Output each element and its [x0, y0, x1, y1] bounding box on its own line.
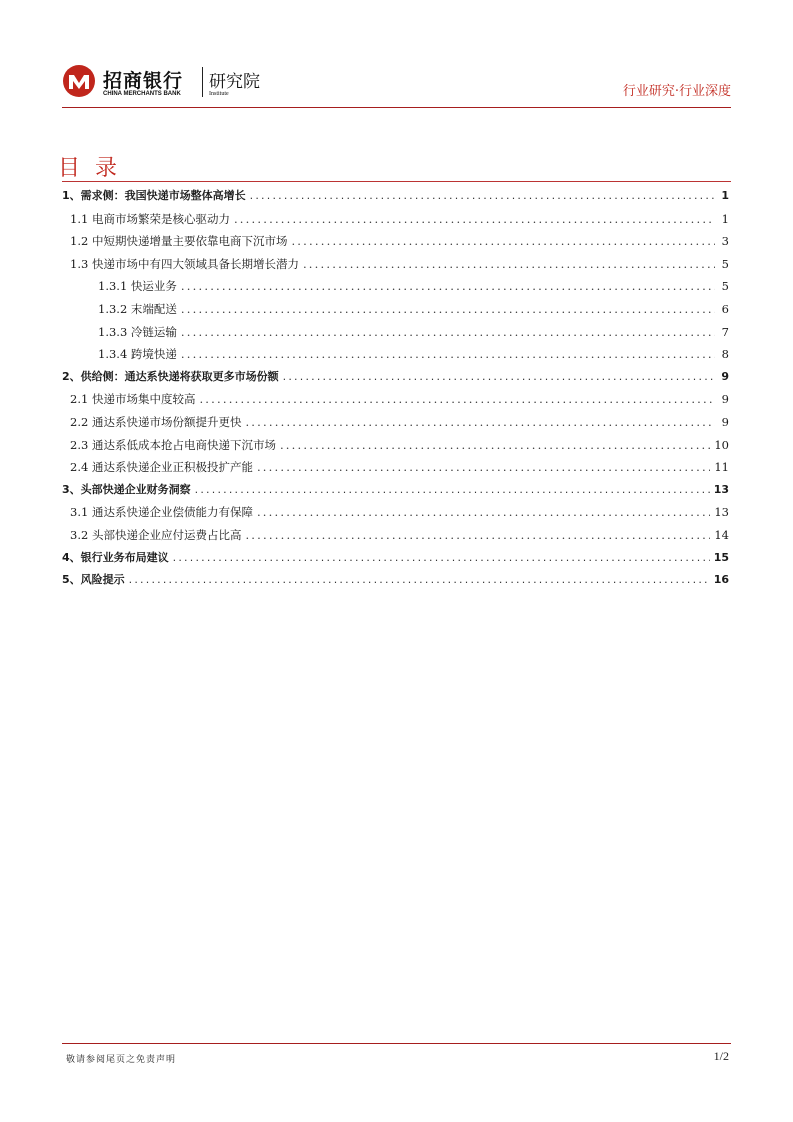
toc-entry-label: 1.3.4 跨境快递 [98, 347, 177, 362]
toc-entry[interactable] [62, 253, 729, 276]
toc-entry-page: 11 [714, 460, 729, 475]
toc-leader [245, 411, 715, 434]
toc-entry-page: 6 [721, 301, 729, 316]
toc-entry-label: 1.1 电商市场繁荣是核心驱动力 [70, 211, 230, 226]
toc-entry-label: 3.1 通达系快递企业偿债能力有保障 [70, 505, 253, 520]
document-type: 行业研究·行业深度 [622, 84, 731, 99]
toc-entry-label: 1.3.2 末端配送 [98, 301, 177, 316]
toc-entry-label: 5、风险提示 [62, 573, 125, 587]
toc-entry-page: 3 [721, 234, 729, 249]
toc-entry[interactable] [62, 388, 729, 411]
toc-entry-page: 15 [713, 550, 729, 564]
toc-entry[interactable] [62, 569, 729, 592]
toc-entry[interactable] [62, 524, 729, 547]
toc-leader [257, 501, 710, 524]
toc-entry-label: 1.3.3 冷链运输 [98, 324, 177, 339]
toc-entry-page: 13 [714, 505, 729, 520]
table-of-contents [62, 185, 729, 592]
toc-entry-page: 13 [713, 482, 729, 496]
toc-entry-label: 2.4 通达系快递企业正积极投扩产能 [70, 460, 253, 475]
toc-entry-label: 1.3 快递市场中有四大领域具备长期增长潜力 [70, 256, 299, 271]
toc-entry[interactable] [62, 298, 729, 321]
toc-entry-page: 9 [721, 392, 729, 407]
toc-leader [181, 275, 715, 298]
brand-name-en: CHINA MERCHANTS BANK [103, 91, 181, 97]
institute-name-en: Institute [209, 91, 229, 97]
toc-entry-page: 10 [714, 437, 729, 452]
toc-entry-page: 1 [721, 189, 729, 202]
toc-entry-label: 2.2 通达系快递市场份额提升更快 [70, 414, 242, 429]
toc-entry-label: 1、需求侧：我国快递市场整体高增长 [62, 189, 246, 202]
toc-entry[interactable] [62, 275, 729, 298]
toc-entry[interactable] [62, 230, 729, 253]
toc-leader [280, 434, 710, 457]
toc-entry-page: 16 [713, 573, 729, 587]
toc-leader [173, 547, 710, 570]
footer-divider [62, 1043, 731, 1044]
toc-entry-label: 3、头部快递企业财务洞察 [62, 482, 191, 496]
toc-leader [195, 479, 710, 502]
toc-leader [181, 321, 715, 344]
toc-entry-page: 5 [721, 279, 729, 294]
toc-entry-label: 2.3 通达系低成本抢占电商快递下沉市场 [70, 437, 276, 452]
toc-leader [303, 253, 715, 276]
toc-leader [181, 343, 715, 366]
toc-title: 目 录 [58, 156, 121, 181]
toc-entry[interactable] [62, 479, 729, 502]
toc-entry-page: 14 [714, 527, 729, 542]
toc-entry-page: 7 [721, 324, 729, 339]
toc-entry-page: 1 [721, 211, 729, 226]
toc-leader [234, 208, 715, 231]
toc-entry[interactable] [62, 411, 729, 434]
brand-name-cn: 招商银行 [103, 70, 184, 92]
toc-entry[interactable] [62, 321, 729, 344]
toc-entry-label: 1.2 中短期快递增量主要依靠电商下沉市场 [70, 234, 288, 249]
toc-leader [199, 388, 715, 411]
toc-leader [245, 524, 710, 547]
toc-entry-label: 4、银行业务布局建议 [62, 550, 169, 564]
toc-entry[interactable] [62, 366, 729, 389]
page-header [62, 60, 731, 110]
toc-entry-label: 2.1 快递市场集中度较高 [70, 392, 196, 407]
toc-leader [291, 230, 715, 253]
toc-leader [257, 456, 710, 479]
toc-leader [181, 298, 715, 321]
header-divider [62, 107, 731, 108]
toc-entry-label: 2、供给侧：通达系快递将获取更多市场份额 [62, 369, 279, 383]
disclaimer-note: 敬请参阅尾页之免责声明 [66, 1055, 177, 1065]
toc-entry[interactable] [62, 208, 729, 231]
toc-leader [129, 569, 710, 592]
toc-entry-page: 9 [721, 414, 729, 429]
institute-name-cn: 研究院 [209, 72, 260, 92]
toc-entry[interactable] [62, 185, 729, 208]
toc-entry-label: 1.3.1 快运业务 [98, 279, 177, 294]
toc-entry[interactable] [62, 456, 729, 479]
toc-leader [283, 366, 715, 389]
toc-title-divider [62, 181, 731, 182]
toc-entry[interactable] [62, 501, 729, 524]
toc-leader [250, 185, 715, 208]
toc-entry[interactable] [62, 547, 729, 570]
brand-divider [202, 67, 203, 97]
toc-entry-label: 3.2 头部快递企业应付运费占比高 [70, 527, 242, 542]
toc-entry[interactable] [62, 343, 729, 366]
cmb-logo-icon [62, 64, 96, 98]
toc-entry-page: 5 [721, 256, 729, 271]
page-number: 1/2 [713, 1049, 729, 1063]
toc-entry-page: 8 [721, 347, 729, 362]
toc-entry[interactable] [62, 434, 729, 457]
toc-entry-page: 9 [721, 369, 729, 383]
